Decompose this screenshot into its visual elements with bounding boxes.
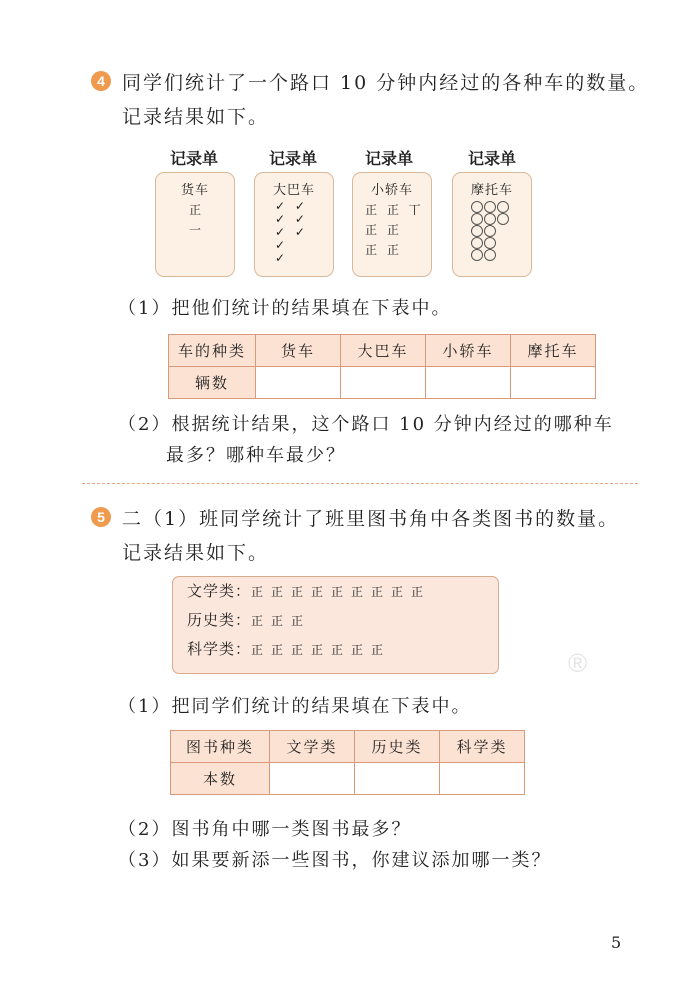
row-label: 辆数 — [169, 367, 256, 399]
q5-sub3: （3）如果要新添一些图书，你建议添加哪一类？ — [118, 850, 552, 871]
circle-row — [471, 249, 496, 261]
table-header: 科学类 — [440, 731, 525, 763]
table-header-row — [169, 335, 596, 367]
section-divider — [82, 483, 638, 484]
record-card-truck — [155, 172, 235, 277]
circle-row — [471, 201, 509, 213]
answer-cell[interactable] — [355, 763, 440, 795]
answer-cell[interactable] — [341, 367, 426, 399]
book-record-box — [172, 576, 499, 674]
table-row — [171, 763, 525, 795]
record-card-car — [352, 172, 432, 277]
record-row — [173, 606, 498, 635]
circle-row — [471, 213, 509, 225]
tally-marks: 正正正 — [251, 614, 312, 628]
table-header: 货车 — [256, 335, 341, 367]
q5-text-line1: 二（1）班同学统计了班里图书角中各类图书的数量。 — [122, 508, 620, 530]
record-card-bus — [254, 172, 334, 277]
answer-cell[interactable] — [270, 763, 355, 795]
q4-text-line1: 同学们统计了一个路口 10 分钟内经过的各种车的数量。 — [122, 72, 650, 94]
card-label: 货车 — [180, 183, 209, 198]
card-label: 摩托车 — [470, 183, 513, 198]
record-label: 历史类： — [187, 611, 252, 629]
table-header: 历史类 — [355, 731, 440, 763]
tally-marks: 正 正 丅 正 正 正 正 — [365, 203, 424, 257]
record-title: 记录单 — [169, 149, 218, 168]
q4-sub2-line2: 最多？哪种车最少？ — [166, 445, 346, 466]
circle-mark — [484, 237, 496, 249]
vehicle-table — [168, 334, 596, 399]
circle-mark — [484, 201, 496, 213]
circle-mark — [471, 249, 483, 261]
page-number: 5 — [611, 933, 622, 952]
tally-marks: 正 一 — [189, 203, 205, 237]
record-card-motorcycle — [452, 172, 532, 277]
record-row — [173, 635, 498, 664]
answer-cell[interactable] — [440, 763, 525, 795]
q5-text-line2: 记录结果如下。 — [122, 542, 270, 564]
record-title: 记录单 — [268, 149, 317, 168]
table-row — [169, 367, 596, 399]
circle-mark — [484, 225, 496, 237]
circle-row — [471, 225, 496, 237]
record-label: 科学类： — [187, 640, 252, 658]
question-number-badge: 5 — [91, 507, 111, 527]
card-label: 小轿车 — [370, 183, 413, 198]
circle-row — [471, 237, 496, 249]
table-header: 车的种类 — [169, 335, 256, 367]
check-marks: ✓ ✓ ✓ ✓ ✓ ✓ ✓ ✓ — [275, 199, 308, 265]
circle-mark — [497, 213, 509, 225]
record-title: 记录单 — [467, 149, 516, 168]
q4-text-line2: 记录结果如下。 — [122, 106, 270, 128]
answer-cell[interactable] — [256, 367, 341, 399]
circle-mark — [497, 201, 509, 213]
question-number-badge: 4 — [91, 71, 111, 91]
table-header: 摩托车 — [511, 335, 596, 367]
q5-sub1: （1）把同学们统计的结果填在下表中。 — [118, 696, 472, 717]
circle-mark — [471, 213, 483, 225]
q4-sub1: （1）把他们统计的结果填在下表中。 — [118, 298, 452, 319]
circle-mark — [471, 237, 483, 249]
table-header: 小轿车 — [426, 335, 511, 367]
table-header-row — [171, 731, 525, 763]
circle-mark — [484, 213, 496, 225]
circle-mark — [484, 249, 496, 261]
table-header: 大巴车 — [341, 335, 426, 367]
record-label: 文学类： — [187, 582, 252, 600]
registered-mark: ® — [568, 648, 588, 678]
record-title: 记录单 — [364, 149, 413, 168]
book-table — [170, 730, 525, 795]
q5-sub2: （2）图书角中哪一类图书最多？ — [118, 819, 412, 840]
row-label: 本数 — [171, 763, 270, 795]
table-header: 文学类 — [270, 731, 355, 763]
card-label: 大巴车 — [272, 183, 315, 198]
tally-marks: 正正正正正正正 — [251, 643, 392, 657]
q4-sub2-line1: （2）根据统计结果，这个路口 10 分钟内经过的哪种车 — [118, 414, 614, 435]
table-header: 图书种类 — [171, 731, 270, 763]
record-row — [173, 577, 498, 606]
answer-cell[interactable] — [426, 367, 511, 399]
circle-marks — [453, 198, 531, 261]
circle-mark — [471, 225, 483, 237]
answer-cell[interactable] — [511, 367, 596, 399]
tally-marks: 正正正正正正正正正 — [251, 585, 432, 599]
circle-mark — [471, 201, 483, 213]
